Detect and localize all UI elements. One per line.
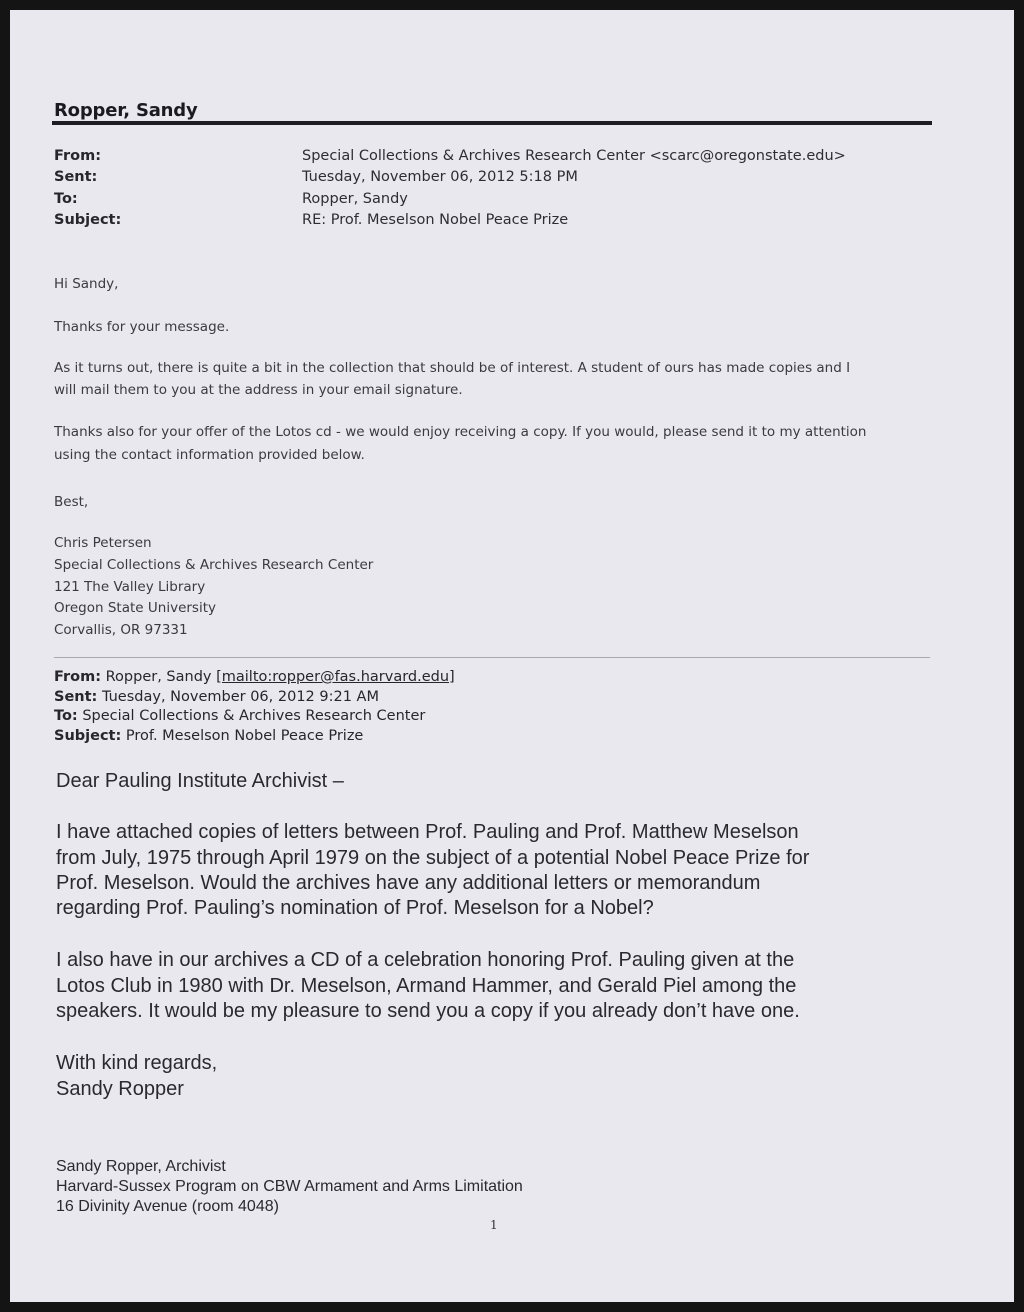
reply-greeting: Hi Sandy, bbox=[54, 276, 119, 292]
original-signature-program: Harvard-Sussex Program on CBW Armament and Arms Limitation bbox=[56, 1178, 523, 1195]
original-paragraph-1-line-2: from July, 1975 through April 1979 on the subject of a potential Nobel Peace Prize for bbox=[56, 847, 810, 869]
quoted-sent-line bbox=[54, 689, 379, 705]
reply-signature-building: 121 The Valley Library bbox=[54, 579, 206, 595]
subject-label: Subject: bbox=[54, 212, 122, 228]
original-paragraph-1-line-3: Prof. Meselson. Would the archives have any additional letters or memorandum bbox=[56, 872, 761, 894]
from-value: Special Collections & Archives Research Center <scarc@oregonstate.edu> bbox=[302, 148, 846, 164]
original-signature-title: Sandy Ropper, Archivist bbox=[56, 1158, 226, 1175]
from-label: From: bbox=[54, 148, 101, 164]
reply-paragraph-3-line-2: using the contact information provided below. bbox=[54, 447, 365, 463]
quoted-to-line bbox=[54, 708, 425, 724]
original-paragraph-1-line-1: I have attached copies of letters between Prof. Pauling and Prof. Matthew Meselson bbox=[56, 821, 799, 843]
reply-signature-university: Oregon State University bbox=[54, 600, 216, 616]
quoted-subject-value: Prof. Meselson Nobel Peace Prize bbox=[125, 728, 364, 744]
original-paragraph-1-line-4: regarding Prof. Pauling’s nomination of Prof. Meselson for a Nobel? bbox=[56, 897, 654, 919]
quoted-separator bbox=[54, 657, 930, 658]
quoted-subject-label: Subject: bbox=[54, 728, 122, 744]
quoted-to-value: Special Collections & Archives Research Center bbox=[82, 708, 426, 724]
original-paragraph-2-line-3: speakers. It would be my pleasure to send you a copy if you already don’t have one. bbox=[56, 1000, 800, 1022]
reply-paragraph-2-line-2: will mail them to you at the address in your email signature. bbox=[54, 382, 463, 398]
quoted-from-value: Ropper, Sandy bbox=[105, 669, 212, 685]
sent-label: Sent: bbox=[54, 169, 98, 185]
title-rule bbox=[52, 121, 932, 125]
reply-paragraph-1: Thanks for your message. bbox=[54, 319, 230, 335]
reply-paragraph-2-line-1: As it turns out, there is quite a bit in the collection that should be of interest. A student of ours has made copies and I bbox=[54, 360, 851, 376]
quoted-sent-value: Tuesday, November 06, 2012 9:21 AM bbox=[101, 689, 379, 705]
original-salutation: Dear Pauling Institute Archivist – bbox=[56, 770, 344, 792]
document-page bbox=[10, 10, 1014, 1302]
reply-signature-city: Corvallis, OR 97331 bbox=[54, 622, 188, 638]
quoted-to-label: To: bbox=[54, 708, 78, 724]
reply-paragraph-3-line-1: Thanks also for your offer of the Lotos cd - we would enjoy receiving a copy. If you would, please send it to my attention bbox=[54, 424, 867, 440]
original-signature-address: 16 Divinity Avenue (room 4048) bbox=[56, 1198, 279, 1215]
to-label: To: bbox=[54, 191, 78, 207]
quoted-subject-line bbox=[54, 728, 363, 744]
reply-closing: Best, bbox=[54, 494, 89, 510]
quoted-from-line bbox=[54, 669, 455, 685]
page-number: 1 bbox=[490, 1218, 498, 1232]
original-paragraph-2-line-1: I also have in our archives a CD of a celebration honoring Prof. Pauling given at the bbox=[56, 949, 795, 971]
quoted-mailto-link[interactable]: [mailto:ropper@fas.harvard.edu] bbox=[216, 669, 455, 685]
quoted-from-label: From: bbox=[54, 669, 101, 685]
reply-signature-name: Chris Petersen bbox=[54, 535, 152, 551]
reply-signature-department: Special Collections & Archives Research Center bbox=[54, 557, 374, 573]
original-closing: With kind regards, bbox=[56, 1052, 218, 1074]
to-value: Ropper, Sandy bbox=[302, 191, 408, 207]
sent-value: Tuesday, November 06, 2012 5:18 PM bbox=[302, 169, 578, 185]
original-signoff-name: Sandy Ropper bbox=[56, 1078, 184, 1100]
document-title: Ropper, Sandy bbox=[54, 100, 198, 121]
quoted-sent-label: Sent: bbox=[54, 689, 98, 705]
original-paragraph-2-line-2: Lotos Club in 1980 with Dr. Meselson, Armand Hammer, and Gerald Piel among the bbox=[56, 975, 797, 997]
subject-value: RE: Prof. Meselson Nobel Peace Prize bbox=[302, 212, 569, 228]
